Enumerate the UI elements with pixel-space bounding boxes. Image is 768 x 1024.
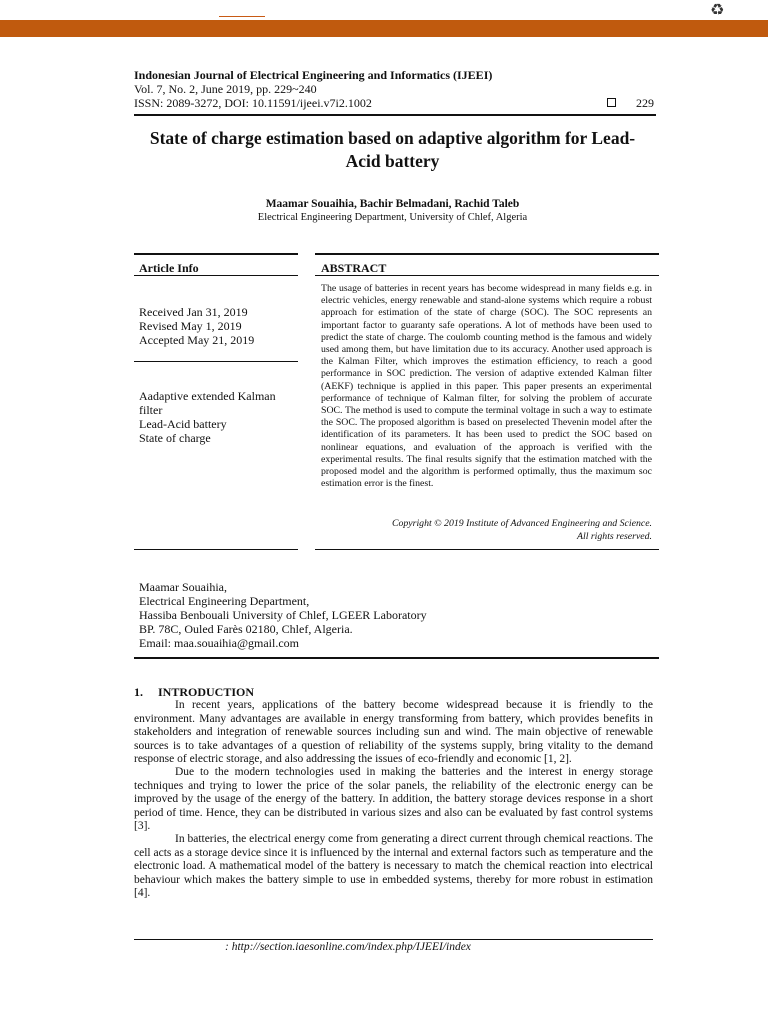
section-heading: 1. INTRODUCTION bbox=[134, 685, 255, 699]
banner-bar bbox=[0, 20, 768, 37]
accepted-date: Accepted May 21, 2019 bbox=[139, 333, 255, 347]
article-info-bottom-rule bbox=[134, 549, 298, 550]
issn-line: ISSN: 2089-3272, DOI: 10.11591/ijeei.v7i2.1002 bbox=[134, 96, 372, 110]
dates-rule bbox=[134, 361, 298, 362]
page-number: 229 bbox=[602, 96, 654, 111]
introduction-section bbox=[134, 686, 653, 901]
rights-line: All rights reserved. bbox=[576, 530, 652, 542]
journal-header bbox=[134, 68, 492, 110]
paragraph: In batteries, the electrical energy come from generating a direct current through chemical reactions. The cell acts as a storage device since it is influenced by the internal and external factors such as temperature and the electronic load. A mathematical model of the battery is necessary to match the chemical reaction into electrical behaviour which makes the battery simple to use in embedded systems, thereby for more robust in estimation [4]. bbox=[134, 833, 653, 900]
top-strip bbox=[0, 0, 768, 18]
article-info-heading: Article Info bbox=[139, 261, 199, 275]
revised-date: Revised May 1, 2019 bbox=[139, 319, 242, 333]
journal-url[interactable]: : http://section.iaesonline.com/index.php/IJEEI/index bbox=[225, 941, 471, 953]
abstract-heading: ABSTRACT bbox=[321, 261, 387, 275]
contact-line: BP. 78C, Ouled Farès 02180, Chlef, Algeria. bbox=[139, 622, 353, 636]
article-dates bbox=[139, 305, 254, 347]
keyword: Lead-Acid battery bbox=[139, 417, 227, 431]
affiliation: Electrical Engineering Department, University of Chlef, Algeria bbox=[257, 212, 528, 223]
journal-name: Indonesian Journal of Electrical Engineering and Informatics (IJEEI) bbox=[134, 68, 493, 82]
corresponding-author bbox=[139, 580, 427, 650]
contact-rule bbox=[134, 657, 659, 659]
article-info-top-rule bbox=[134, 253, 298, 255]
header-rule bbox=[134, 114, 656, 116]
paragraph: In recent years, applications of the battery become widespread because it is friendly to the environment. Many advantages are available in energy transforming from battery, which provides benefits in stakeholders and integration of renewable sources including sun and wind. The main objective of renewable sources is to take advantages of a question of reliability of the systems supply, bring vitality to the demand response of electric storage, and also addressing the issues of eco-friendly and economic [1, 2]. bbox=[134, 699, 653, 766]
abstract-sub-rule bbox=[315, 275, 659, 276]
volume-line: Vol. 7, No. 2, June 2019, pp. 229~240 bbox=[134, 82, 317, 96]
abstract-top-rule bbox=[315, 253, 659, 255]
paragraph: Due to the modern technologies used in making the batteries and the interest in energy storage techniques and trying to lower the price of the solar panels, the reliability of the electronic energy can be improved by the usage of the energy of the battery. In addition, the battery storage devices response in a short period of time. Hence, they can be distributed in various sizes and also can be evaluated by fast control systems [3]. bbox=[134, 766, 653, 833]
contact-line: Hassiba Benbouali University of Chlef, LGEER Laboratory bbox=[139, 608, 427, 622]
received-date: Received Jan 31, 2019 bbox=[139, 305, 248, 319]
footer-rule bbox=[134, 939, 653, 940]
recycle-logo-icon: ♻ bbox=[710, 0, 725, 19]
paper-title: State of charge estimation based on adaptive algorithm for Lead-Acid battery bbox=[149, 128, 636, 171]
abstract-text: The usage of batteries in recent years has become widespread in many fields e.g. in electric vehicles, energy renewable and stand-alone systems which require a robust approach for estimation of the state of charge (SOC). The SOC represents an important factor to guaranty safe operations. A lot of methods have been used to predict the state of charge. The coulomb counting method is the famous and widely used among them, but have limitation due to its accuracy. Another used approach is the Kalman Filter, which improves the estimation efficiency, to reach a good performance in SOC prediction. The version of adaptive extended Kalman filter (AEKF) technique is applied in this paper. This paper presents an experimental performance of technique of Kalman filter, for solving the problem of accurate SOC. The method is used to compute the terminal voltage in such a way to estimate the SOC. The proposed algorithm is based on preselected Thevenin model after the identification of its parameters. It has been used to predict the SOC based on nonlinear equations, and evaluation of the approach is verified with the experimental results. The final results signify that the estimation matched with the proposed model and the algorithm is performed optimally, thus the maximum soc estimation error is the finest. bbox=[321, 283, 652, 490]
keyword: State of charge bbox=[139, 431, 211, 445]
keyword: Aadaptive extended Kalman filter bbox=[139, 389, 276, 417]
top-underline bbox=[219, 16, 265, 17]
authors: Maamar Souaihia, Bachir Belmadani, Rachid Taleb bbox=[265, 198, 520, 210]
contact-line: Maamar Souaihia, bbox=[139, 580, 227, 594]
article-info-sub-rule bbox=[134, 275, 298, 276]
contact-line: Electrical Engineering Department, bbox=[139, 594, 310, 608]
contact-email: Email: maa.souaihia@gmail.com bbox=[139, 636, 300, 650]
keywords bbox=[139, 389, 289, 445]
copyright-line: Copyright © 2019 Institute of Advanced Engineering and Science. bbox=[391, 518, 652, 529]
copyright bbox=[321, 518, 652, 543]
square-bullet-icon bbox=[607, 98, 616, 107]
abstract-bottom-rule bbox=[315, 549, 659, 550]
